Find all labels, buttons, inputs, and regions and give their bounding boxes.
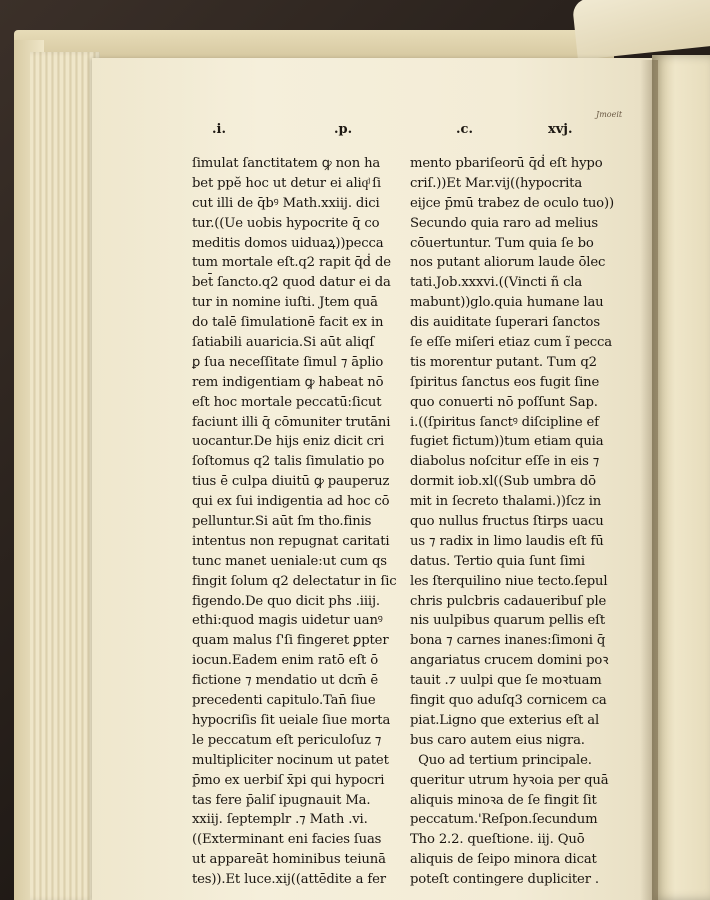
text-line: angariatus crucem domini poꝛ [410, 653, 609, 669]
text-line: tati.Job.xxxvi.((Vincti ñ cla [410, 275, 583, 291]
text-line: ꝑ ſua neceſſitate ſimul ⁊ āplio [192, 354, 384, 370]
text-line: eijce p̄mū trabez de oculo tuo)) [410, 195, 614, 211]
running-head-mid-right: .c. [456, 122, 473, 137]
text-line: iocun.Eadem enim ratō eſt ō [192, 653, 379, 669]
text-line: intentus non repugnat caritati [192, 533, 390, 549]
running-head-mid-left: .p. [334, 122, 353, 137]
text-line: aliquis minoꝛa de ſe fingit ſit [410, 792, 597, 808]
text-line: qui ex ſui indigentia ad hoc cō [192, 494, 390, 510]
text-line: ut appareāt hominibus teiunā [192, 852, 386, 868]
text-line: tauit .⁊ uulpi que ſe moꝛtuam [410, 673, 602, 689]
text-line: peccatum.'Reſpon.ſecundum [410, 812, 598, 828]
signature-mark: Jmoeit [596, 110, 623, 119]
text-line: tius ē culpa diuitū ꝙ pauperuz [192, 474, 390, 490]
text-line: faciunt illi q̄ cōmuniter trutāni [192, 414, 391, 430]
gutter-shadow [640, 60, 658, 900]
incunable-page [92, 58, 652, 900]
text-line: datus. Tertio quia ſunt ſimi [410, 553, 585, 569]
stacked-page-edges [30, 52, 100, 900]
text-line: i.((ſpiritus ſanctꝰ diſcipline ef [410, 414, 599, 430]
running-head-right: xvj. [548, 122, 573, 137]
text-line: quam malus ſ'ſi fingeret ꝑpter [192, 633, 389, 649]
text-line: fictione ⁊ mendatio ut dcm̄ ē [192, 673, 379, 689]
text-line: ſe eſſe miſeri etiaz cum ĩ pecca [410, 335, 612, 351]
text-line: mit in ſecreto thalami.))ſcz in [410, 494, 602, 510]
opposite-page-edge [652, 55, 710, 900]
text-line: piat.Ligno que exterius eſt al [410, 712, 600, 728]
text-line: queritur utrum hyꝛoia per quā [410, 772, 609, 788]
text-line: Secundo quia raro ad melius [410, 215, 599, 231]
text-line: mento pbariſeorū q̄ḋ eſt hypo [410, 156, 603, 171]
text-line: poteſt contingere dupliciter . [410, 872, 599, 888]
text-line: ſpiritus ſanctus eos fugit ſine [410, 374, 600, 390]
text-line: Tho 2.2. queſtione. iij. Quō [410, 832, 585, 848]
running-head [92, 122, 652, 142]
text-line: tis morentur putant. Tum q2 [410, 354, 597, 370]
text-line: do talē ſimulationē facit ex in [192, 315, 384, 331]
text-line: tur.((Ue uobis hypocrite q̄ co [192, 215, 380, 231]
running-head-left: .i. [212, 122, 226, 137]
text-line: le peccatum eſt periculoſuz ⁊ [192, 732, 382, 748]
text-line: les ſterquilino niue tecto.ſepul [410, 573, 608, 589]
text-line: ethi:quod magis uidetur uanꝰ [192, 613, 383, 629]
text-line: rem indigentiam ꝙ habeat nō [192, 374, 384, 390]
text-line: dormit iob.xl((Sub umbra dō [410, 474, 596, 490]
text-line: uocantur.De hijs eniz dicit cri [192, 434, 385, 450]
text-line: bet̄ ſancto.q2 quod datur ei da [192, 275, 391, 291]
text-line: criſ.))Et Mar.vij((hypocrita [410, 175, 583, 191]
left-text-column [192, 154, 432, 890]
text-line: cut illi de q̄bꝰ Math.xxiij. dici [192, 195, 380, 211]
text-line: Quo ad tertium principale. [410, 752, 592, 768]
text-line: us ⁊ radix in limo laudis eſt fū [410, 533, 604, 549]
text-line: multipliciter nocinum ut patet [192, 752, 389, 768]
text-line: meditis domos uiduaꝝ))pecca [192, 235, 384, 251]
text-line: fugiet fictum))tum etiam quia [410, 434, 604, 450]
text-line: pelluntur.Si aūt ſm tho.finis [192, 514, 372, 530]
text-line: chris pulcbris cadaueribuſ ple [410, 593, 607, 609]
cover-board-top [14, 30, 614, 60]
text-line: nis uulpibus quarum pellis eſt [410, 613, 606, 629]
text-line: aliquis de ſeipo minora dicat [410, 852, 597, 868]
text-line: eſt hoc mortale peccatū:ſicut [192, 394, 382, 410]
text-line: ſimulat ſanctitatem ꝙ non ha [192, 156, 381, 171]
text-line: fingit ſolum q2 delectatur in ſic [192, 573, 397, 589]
text-line: hypocriſis ſit ueiale ſiue morta [192, 712, 391, 728]
text-line: tunc manet ueniale:ut cum qs [192, 553, 387, 569]
text-line: cōuertuntur. Tum quia ſe bo [410, 235, 594, 251]
text-line: tes)).Et luce.xij((attēdite a fer [192, 872, 386, 888]
text-line: mabunt))glo.quia humane lau [410, 295, 604, 311]
text-line: quo conuerti nō poſſunt Sap. [410, 394, 598, 410]
text-line: tur in nomine iuſti. Jtem quā [192, 295, 378, 311]
text-line: ((Exterminant eni facies ſuas [192, 832, 382, 848]
text-line: nos putant aliorum laude ōlec [410, 255, 606, 271]
text-line: bona ⁊ carnes inanes:ſimoni q̄ [410, 633, 606, 649]
text-line: ſatiabili auaricia.Si aūt aliqſ [192, 335, 375, 351]
text-line: xxiij. ſeptemplr .⁊ Math .vi. [192, 812, 368, 828]
text-line: ſoſtomus q2 talis ſimulatio po [192, 454, 385, 470]
text-line: fingit quo aduſq3 cornicem ca [410, 693, 607, 709]
text-line: bet ppĕ hoc ut detur ei aliqͩ ſi [192, 175, 381, 191]
text-line: dis auiditate ſuperari ſanctos [410, 315, 600, 331]
right-text-column [410, 154, 650, 890]
text-line: quo nullus fructus ſtirps uacu [410, 514, 604, 530]
text-line: figendo.De quo dicit phs .iiij. [192, 593, 380, 609]
text-line: precedenti capitulo.Tan̄ ſiue [192, 693, 376, 709]
text-line: bus caro autem eius nigra. [410, 732, 585, 748]
text-line: diabolus noſcitur eſſe in eis ⁊ [410, 454, 600, 470]
text-line: tum mortale eſt.q2 rapit q̄ḋ de [192, 255, 391, 271]
text-line: tas fere p̄aliſ ipugnauit Ma. [192, 792, 371, 808]
text-line: p̄mo ex uerbiſ x̄pi qui hypocri [192, 772, 385, 788]
